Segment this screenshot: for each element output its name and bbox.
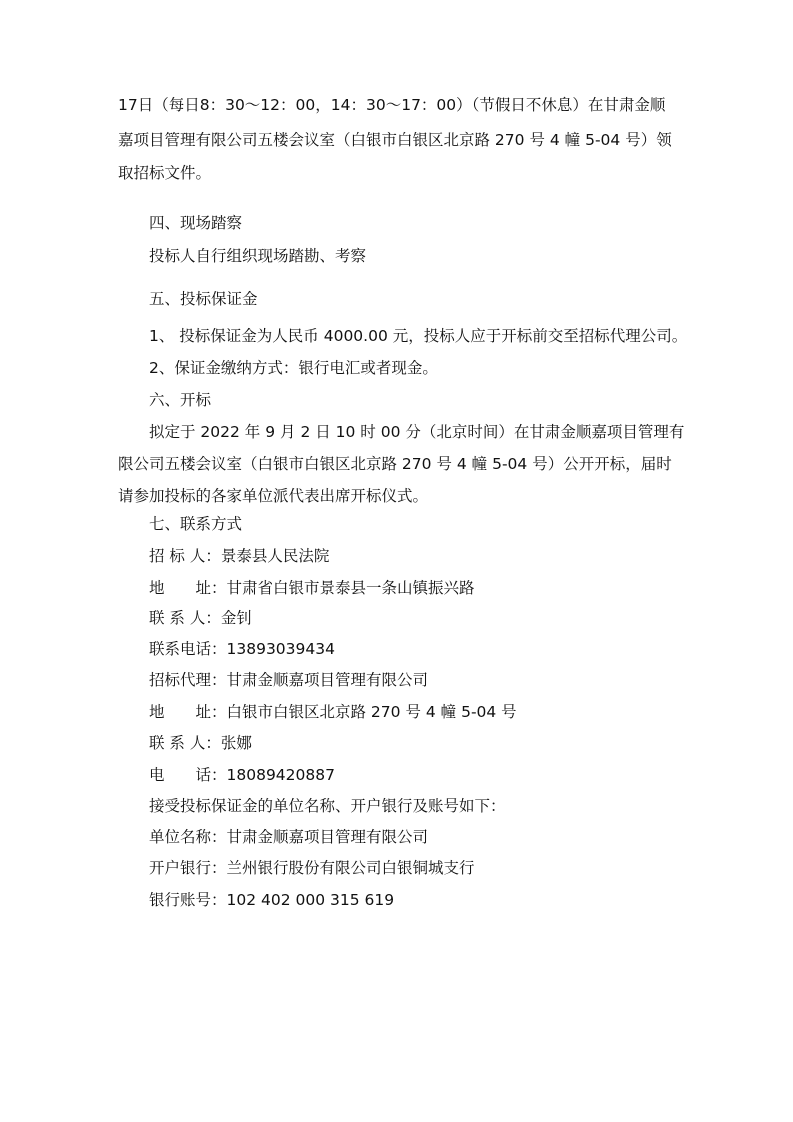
site-survey-text: 投标人自行组织现场踏勘、考察: [149, 247, 367, 265]
section-heading-contact: 七、联系方式: [149, 515, 243, 533]
bid-bond-item-2: 2、保证金缴纳方式：银行电汇或者现金。: [149, 359, 438, 377]
section-heading-bid-bond: 五、投标保证金: [149, 290, 258, 308]
bid-bond-item-1: 1、 投标保证金为人民币 4000.00 元，投标人应于开标前交至招标代理公司。: [149, 327, 688, 345]
deposit-bank: 开户银行：兰州银行股份有限公司白银铜城支行: [149, 859, 475, 877]
contact-person-2: 联 系 人：张娜: [149, 734, 252, 752]
text-line-continued-1: 17日（每日8：30～12：00，14：30～17：00）（节假日不休息）在甘肃金顺: [118, 96, 666, 114]
section-heading-site-survey: 四、现场踏察: [149, 214, 243, 232]
deposit-unit-name: 单位名称：甘肃金顺嘉项目管理有限公司: [149, 828, 429, 846]
text-line-continued-3: 取招标文件。: [118, 164, 212, 182]
contact-address-2: 地 址：白银市白银区北京路 270 号 4 幢 5-04 号: [149, 703, 517, 721]
bid-opening-line-3: 请参加投标的各家单位派代表出席开标仪式。: [118, 487, 429, 505]
contact-phone-2: 电 话：18089420887: [149, 766, 335, 784]
text-line-continued-2: 嘉项目管理有限公司五楼会议室（白银市白银区北京路 270 号 4 幢 5-04 号）领: [118, 131, 672, 149]
bid-opening-line-1: 拟定于 2022 年 9 月 2 日 10 时 00 分（北京时间）在甘肃金顺嘉项目管理有: [149, 423, 685, 441]
contact-person-1: 联 系 人：金钊: [149, 609, 252, 627]
section-heading-bid-opening: 六、开标: [149, 391, 212, 409]
contact-agent: 招标代理：甘肃金顺嘉项目管理有限公司: [149, 671, 429, 689]
contact-tenderer: 招 标 人：景泰县人民法院: [149, 547, 330, 565]
bid-opening-line-2: 限公司五楼会议室（白银市白银区北京路 270 号 4 幢 5-04 号）公开开标，届时: [118, 455, 672, 473]
contact-phone-1: 联系电话：13893039434: [149, 640, 335, 658]
contact-address-1: 地 址：甘肃省白银市景泰县一条山镇振兴路: [149, 579, 475, 597]
deposit-account: 银行账号：102 402 000 315 619: [149, 891, 395, 909]
deposit-intro: 接受投标保证金的单位名称、开户银行及账号如下：: [149, 797, 506, 815]
